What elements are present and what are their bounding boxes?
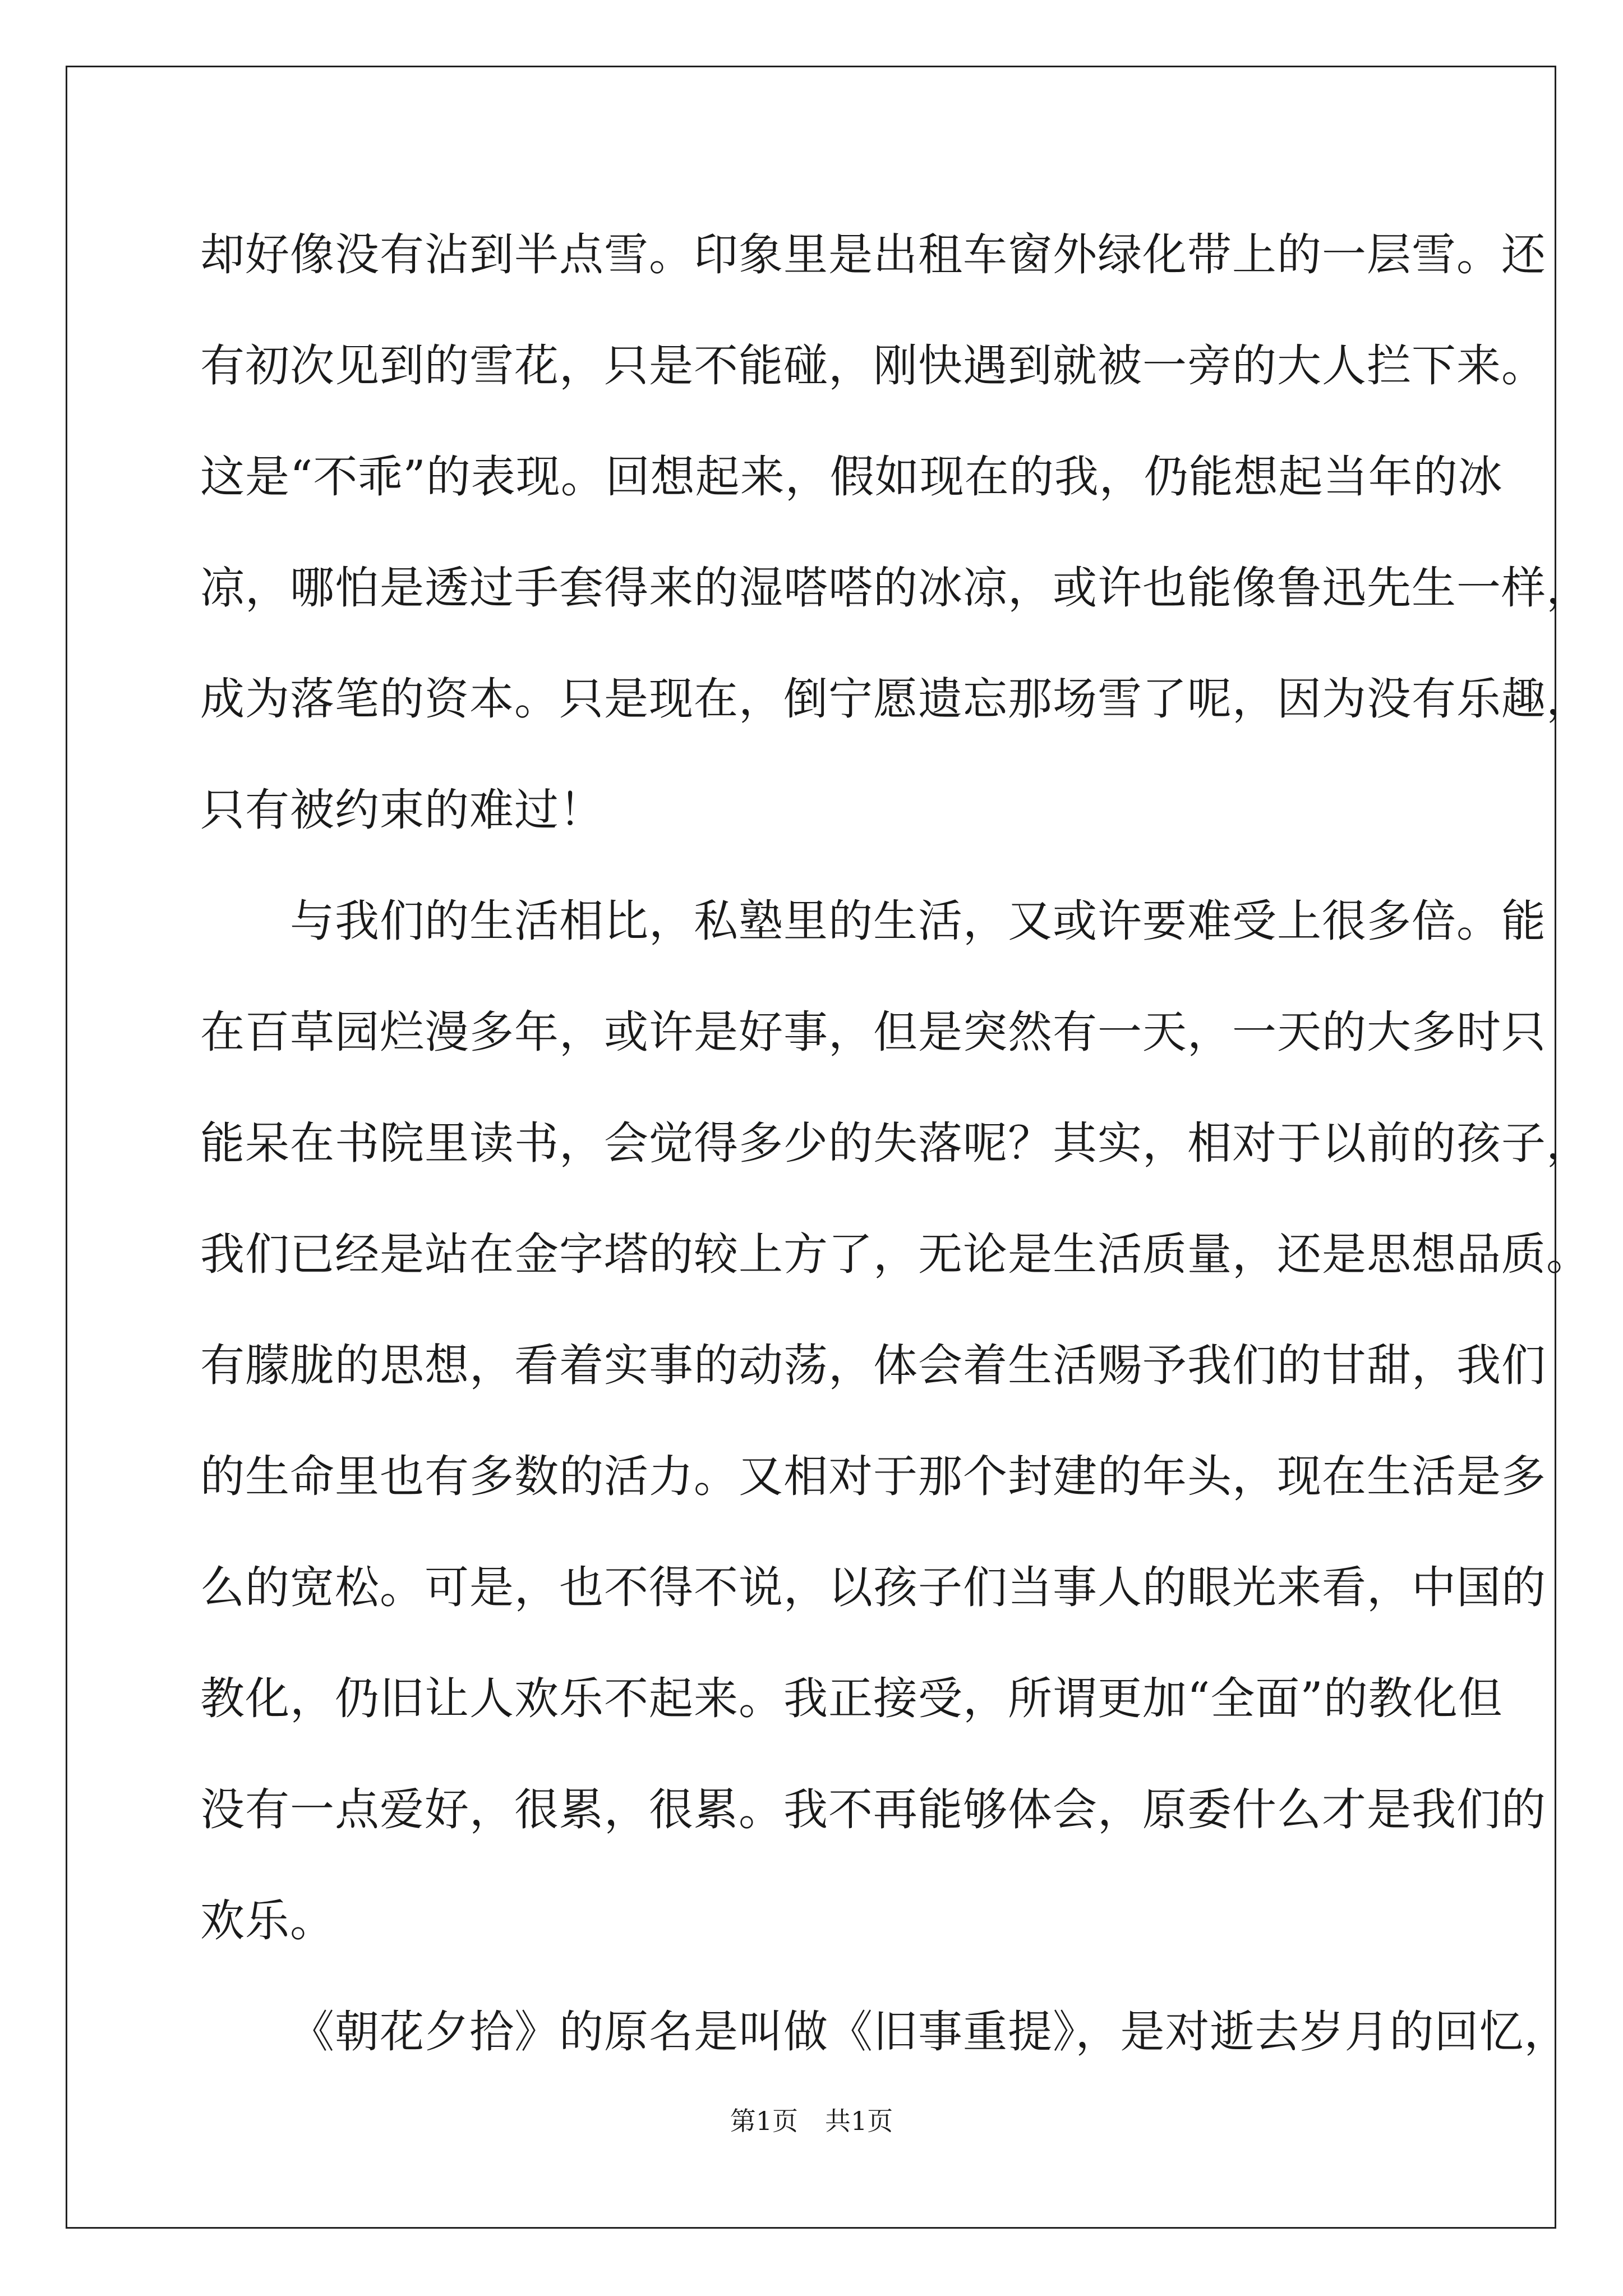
paragraph-start-line: 《朝花夕拾》的原名是叫做《旧事重提》，是对逝去岁月的回忆， xyxy=(290,2006,1569,2058)
text-line: 成为落笔的资本。只是现在，倒宁愿遗忘那场雪了呢，因为没有乐趣， xyxy=(200,673,1591,725)
text-line: 的生命里也有多数的活力。又相对于那个封建的年头，现在生活是多 xyxy=(200,1451,1546,1502)
text-line: 在百草园烂漫多年，或许是好事，但是突然有一天，一天的大多时只 xyxy=(200,1006,1546,1058)
text-line: 我们已经是站在金字塔的较上方了，无论是生活质量，还是思想品质。 xyxy=(200,1228,1591,1280)
document-body xyxy=(200,199,1591,2087)
text-line: 教化，仍旧让人欢乐不起来。我正接受，所谓更加“全面”的教化但 xyxy=(200,1673,1503,1724)
text-line: 能呆在书院里读书，会觉得多少的失落呢？其实，相对于以前的孩子， xyxy=(200,1117,1591,1169)
paragraph-start-line: 与我们的生活相比，私塾里的生活，又或许要难受上很多倍。能 xyxy=(290,895,1546,947)
page-number-current: 第1页 xyxy=(730,2106,798,2136)
page-number-total: 共1页 xyxy=(825,2106,893,2136)
text-line: 却好像没有沾到半点雪。印象里是出租车窗外绿化带上的一层雪。还 xyxy=(200,229,1546,280)
text-line: 有朦胧的思想，看着实事的动荡，体会着生活赐予我们的甘甜，我们 xyxy=(200,1340,1546,1391)
text-line: 没有一点爱好，很累，很累。我不再能够体会，原委什么才是我们的 xyxy=(200,1784,1546,1835)
text-line: 凉，哪怕是透过手套得来的湿嗒嗒的冰凉，或许也能像鲁迅先生一样， xyxy=(200,562,1591,614)
text-line: 只有被约束的难过！ xyxy=(200,784,604,836)
text-line: 有初次见到的雪花，只是不能碰，刚快遇到就被一旁的大人拦下来。 xyxy=(200,340,1546,392)
text-line: 这是“不乖”的表现。回想起来，假如现在的我，仍能想起当年的冰 xyxy=(200,451,1503,503)
page-footer xyxy=(0,2101,1623,2138)
text-line: 么的宽松。可是，也不得不说，以孩子们当事人的眼光来看，中国的 xyxy=(200,1562,1546,1613)
text-line: 欢乐。 xyxy=(200,1895,335,1947)
